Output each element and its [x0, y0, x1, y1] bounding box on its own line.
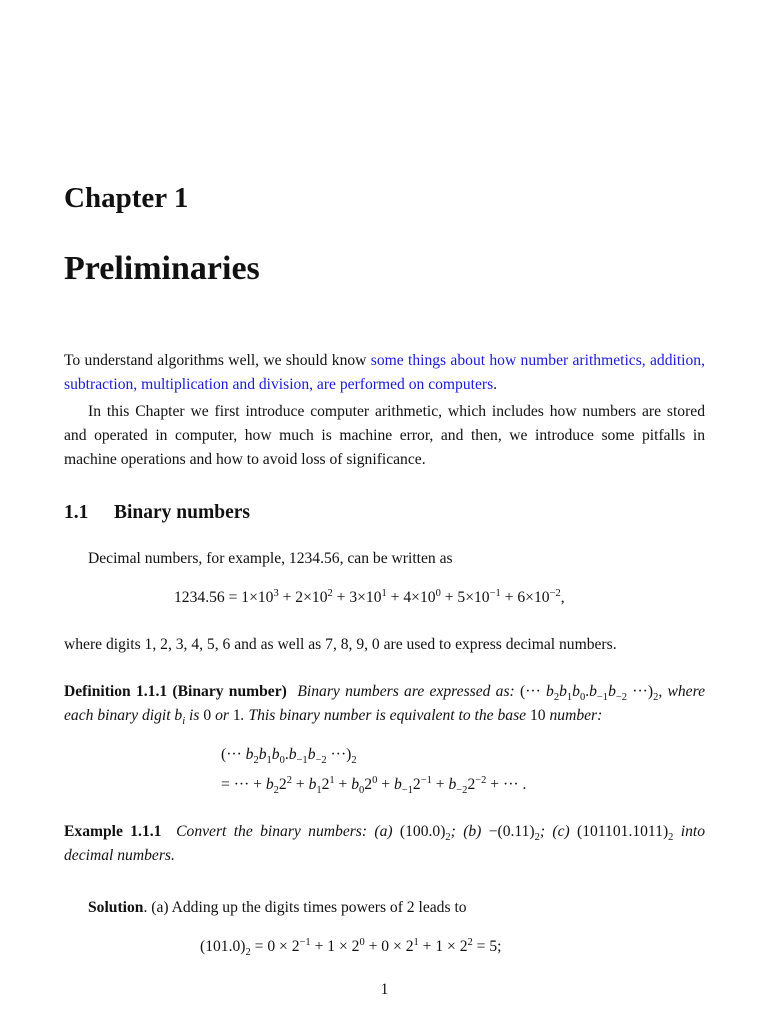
digits-note: where digits 1, 2, 3, 4, 5, 6 and as well as 7, 8, 9, 0 are used to express decimal numbers. — [64, 636, 617, 653]
chapter-title: Preliminaries — [64, 250, 260, 287]
section-title: Binary numbers — [114, 502, 250, 523]
decimal-intro: Decimal numbers, for example, 1234.56, can be written as — [88, 550, 453, 567]
solution-equation-a: $(101.0)_2 = 0 \times 2^{-1} + 1 \times 2^0 + 0 \times 2^1 + 1 \times 2^2 = 5$; — [200, 936, 502, 959]
example-label: Example 1.1.1 — [64, 823, 162, 840]
decimal-expansion-equation: $1234.56 = 1\times 10^3 + 2\times 10^2 + 3\times 10^1 + 4\times 10^0 + 5\times 10^{-1} + 6\times 10^{-2}$, — [174, 587, 565, 606]
intro-link[interactable]: some things about how number arithmetics, addition, subtraction, multiplication and division, are performed on computers — [64, 352, 706, 393]
page-number: 1 — [380, 981, 389, 998]
solution-paragraph — [64, 896, 705, 920]
solution-label: Solution — [88, 899, 144, 916]
binary-expansion-line-2: = ··· + $b_22^2 + b_12^1 + b_02^0 + b_{-1}2^{-1} + b_{-2}2^{-2}$ + ··· . — [221, 774, 527, 797]
example-binary-conversion: Example 1.1.1 Convert the binary numbers: (a) $(100.0)_2$; $(b) -(0.11)_2$; (c) $(101101.1011)_2$ into decimal numbers. — [64, 823, 705, 864]
intro-period: . — [493, 376, 498, 393]
section-heading — [64, 502, 250, 524]
section-number: 1.1 — [64, 502, 89, 523]
intro-paragraph-1 — [64, 349, 705, 397]
definition-label: Definition 1.1.1 (Binary number) — [64, 683, 287, 700]
intro-text: To understand algorithms well, we should know — [64, 352, 371, 369]
solution-text: . (a) Adding up the digits times powers of 2 leads to — [143, 899, 467, 916]
definition-binary-number: Definition 1.1.1 (Binary number) Binary numbers are expressed as: (··· $b_2b_1b_0.b_{-1}b_{-2} \cdot\cdot\cdot)_2$, where each binary digit $b_i$ is 0 or 1. This binary number is equivalent to the base 10 number: — [64, 683, 706, 728]
binary-expansion-line-1: (··· $b_2b_1b_0.b_{-1}b_{-2} \cdot\cdot\cdot)_2$ — [221, 746, 357, 767]
intro-paragraph-2: In this Chapter we first introduce computer arithmetic, which includes how numbers are stored and operated in computer, how much is machine error, and then, we introduce some pitfalls in machine operations and how to avoid loss of significance. — [64, 403, 705, 468]
document-page — [64, 0, 705, 1024]
chapter-label: Chapter 1 — [64, 182, 189, 214]
